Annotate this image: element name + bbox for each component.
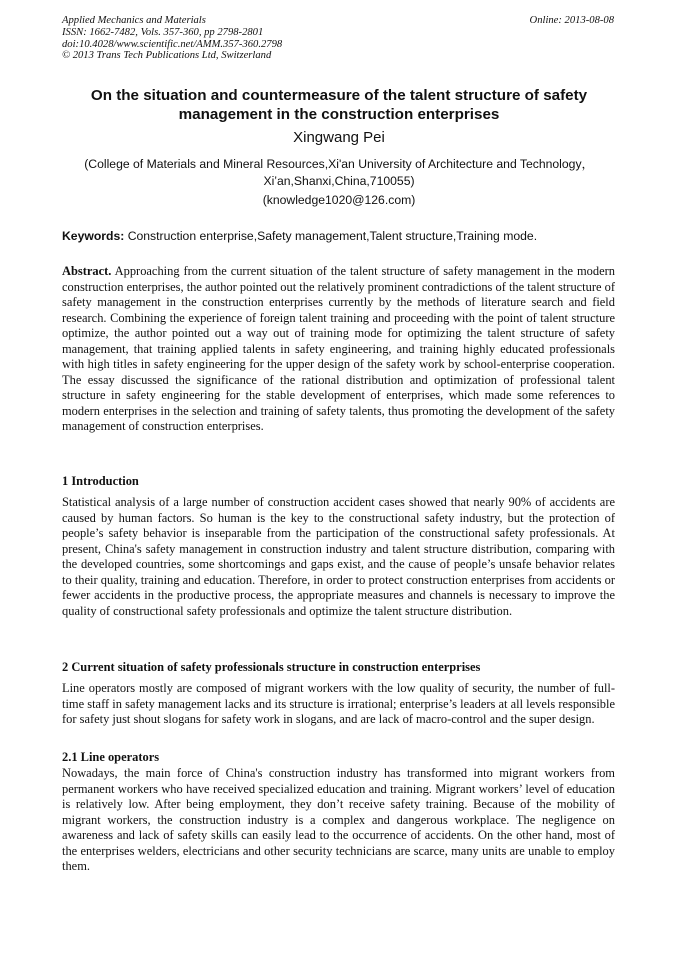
online-date: Online: 2013-08-08 (529, 15, 614, 26)
section-heading-current-situation: 2 Current situation of safety professionals structure in construction enterprises (62, 660, 481, 674)
journal-header (62, 15, 282, 62)
copyright-line: © 2013 Trans Tech Publications Ltd, Switzerland (62, 50, 272, 62)
subsection-heading-line-operators: 2.1 Line operators (62, 750, 160, 764)
current-situation-paragraph: Line operators mostly are composed of migrant workers with the low quality of security, the number of full-time staff in safety management lacks and its structure is irrational; enterprise’s leaders at all levels responsible for safety just shout slogans for safety work in slogans, and are lack of macro-control and the super design. (62, 681, 615, 726)
keywords-text: Construction enterprise,Safety management,Talent structure,Training mode. (124, 229, 538, 243)
abstract-text: Approaching from the current situation of the talent structure of safety management in the modern construction enterprises, the author pointed out the relatively prominent contradictions of the talent structure of safety management in the construction enterprises currently by the methods of literature search and field research. Combining the experience of foreign talent training and proceeding with the point of talent structure optimize, the author pointed out a way out of training mode for optimizing the talent structure of safety management, that training applied talents in safety engineering, and training highly educated professionals with high titles in safety engineering for the upper design of the safety work by school-enterprise cooperation. The essay discussed the significance of the rational distribution and optimization of professional talent structure in safety engineering for the stable development of enterprises, which made some references to modern enterprises in the selection and training of safety talents, thus promoting the development of the safety management of construction enterprises. (62, 264, 615, 433)
affiliation: (College of Materials and Mineral Resources,Xi'an University of Architecture and Technology，Xi’an,Shanxi,China,710055) (84, 157, 594, 188)
paper-title: On the situation and countermeasure of the talent structure of safety management in the construction enterprises (90, 87, 588, 123)
introduction-paragraph: Statistical analysis of a large number of construction accident cases showed that nearly 90% of accidents are caused by human factors. So human is the key to the constructional safety industry, but the protection of people’s safety behavior is inseparable from the participation of the constructional safety professionals. At present, China's safety management in construction industry and talent structure distribution, comparing with the developed countries, some shortcomings and gaps exist, and the cause of people’s unsafe behavior relates to their quality, training and education. Therefore, in order to protect construction enterprises from accidents or fewer accidents in the productive process, the appropriate measures and channels is necessary to improve the quality of constructional safety professionals and optimize the talent structure distribution. (62, 495, 615, 618)
keywords-label: Keywords: (62, 229, 125, 243)
section-heading-introduction: 1 Introduction (62, 474, 139, 488)
keywords-line (62, 228, 618, 245)
author-email: (knowledge1020@126.com) (262, 193, 416, 207)
issn-line: ISSN: 1662-7482, Vols. 357-360, pp 2798-2801 (62, 26, 264, 38)
doi-line: doi:10.4028/www.scientific.net/AMM.357-360.2798 (62, 38, 283, 50)
abstract-paragraph (62, 264, 615, 435)
abstract-label: Abstract. (62, 264, 112, 278)
journal-name: Applied Mechanics and Materials (62, 15, 206, 26)
line-operators-paragraph: Nowadays, the main force of China's construction industry has transformed into migrant workers from permanent workers who have received specialized education and training. Migrant workers’ level of education is relatively low. After being employment, they don’t receive safety training. Because of the mobility of migrant workers, the construction industry is a complex and dangerous workplace. The negligence on awareness and lack of safety skills can easily lead to the occurrence of accidents. On the other hand, most of the enterprises welders, electricians and other security technicians are scarce, many units are unable to employ them. (62, 766, 615, 873)
author-name: Xingwang Pei (293, 129, 385, 146)
